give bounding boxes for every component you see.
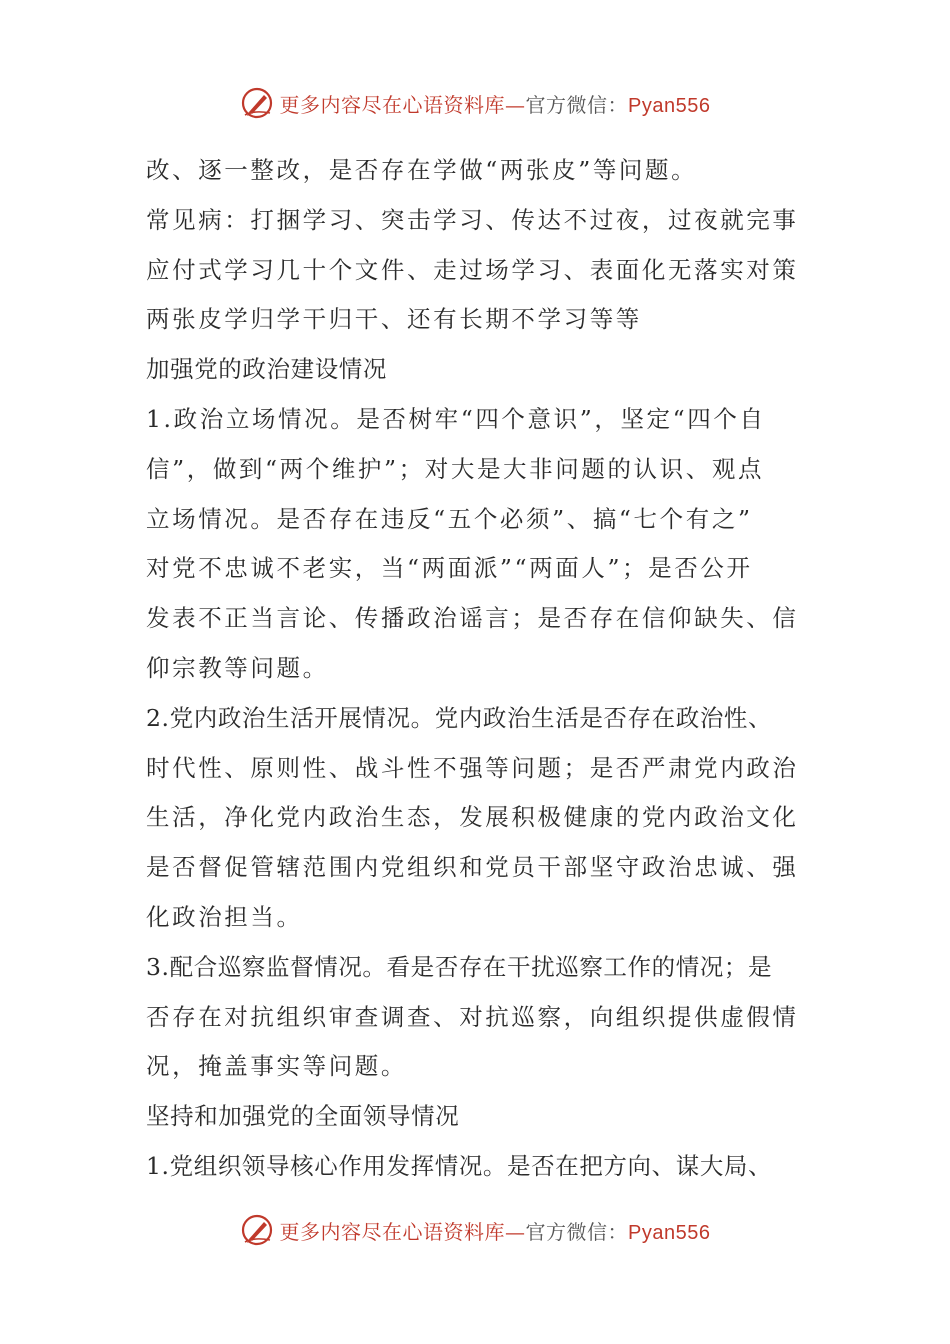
document-body [146, 146, 806, 1192]
text-line: 信”，做到“两个维护”；对大是大非问题的认识、观点 [146, 454, 765, 483]
text-line: 是否督促管辖范围内党组织和党员干部坚守政治忠诚、强 [146, 853, 799, 882]
text-line: 发表不正当言论、传播政治谣言；是否存在信仰缺失、信 [146, 604, 799, 633]
footer-account: Pyan556 [628, 1221, 711, 1244]
text-line: 应付式学习几十个文件、走过场学习、表面化无落实对策 [146, 255, 799, 284]
header-separator: — [505, 92, 526, 117]
header-banner [0, 83, 950, 123]
footer-brand-text: 更多内容尽在心语资料库 [279, 1219, 506, 1244]
text-line: 立场情况。是否存在违反“五个必须”、搞“七个有之” [146, 504, 753, 533]
header-account: Pyan556 [628, 94, 711, 117]
header-brand-text: 更多内容尽在心语资料库 [279, 92, 506, 117]
header-brand-line [280, 89, 711, 118]
footer-banner [0, 1210, 950, 1250]
section-heading: 加强党的政治建设情况 [146, 355, 387, 384]
text-line: 常见病：打捆学习、突击学习、传达不过夜，过夜就完事 [146, 205, 799, 234]
section-heading: 坚持和加强党的全面领导情况 [146, 1102, 460, 1131]
header-wechat-label: 官方微信： [525, 92, 629, 117]
text-line: 3.配合巡察监督情况。看是否存在干扰巡察工作的情况；是 [146, 952, 773, 981]
footer-wechat-label: 官方微信： [525, 1219, 629, 1244]
text-line: 改、逐一整改，是否存在学做“两张皮”等问题。 [146, 156, 698, 184]
text-line: 两张皮学归学干归干、还有长期不学习等等 [146, 305, 642, 334]
footer-brand-line [280, 1216, 711, 1245]
text-line: 时代性、原则性、战斗性不强等问题；是否严肃党内政治 [146, 753, 799, 782]
text-line: 否存在对抗组织审查调查、对抗巡察，向组织提供虚假情 [146, 1002, 799, 1031]
text-line: 对党不忠诚不老实，当“两面派”“两面人”；是否公开 [146, 554, 753, 583]
text-line: 2.党内政治生活开展情况。党内政治生活是否存在政治性、 [146, 703, 773, 732]
text-line: 1.政治立场情况。是否树牢“四个意识”，坚定“四个自 [146, 404, 766, 433]
pen-circle-logo-icon [240, 86, 274, 120]
text-line: 仰宗教等问题。 [146, 653, 329, 682]
text-line: 况，掩盖事实等问题。 [146, 1052, 407, 1081]
pen-circle-logo-icon [240, 1213, 274, 1247]
text-line: 生活，净化党内政治生态，发展积极健康的党内政治文化 [146, 803, 799, 832]
footer-separator: — [505, 1219, 526, 1244]
text-line: 化政治担当。 [146, 902, 303, 931]
text-line: 1.党组织领导核心作用发挥情况。是否在把方向、谋大局、 [146, 1151, 773, 1180]
